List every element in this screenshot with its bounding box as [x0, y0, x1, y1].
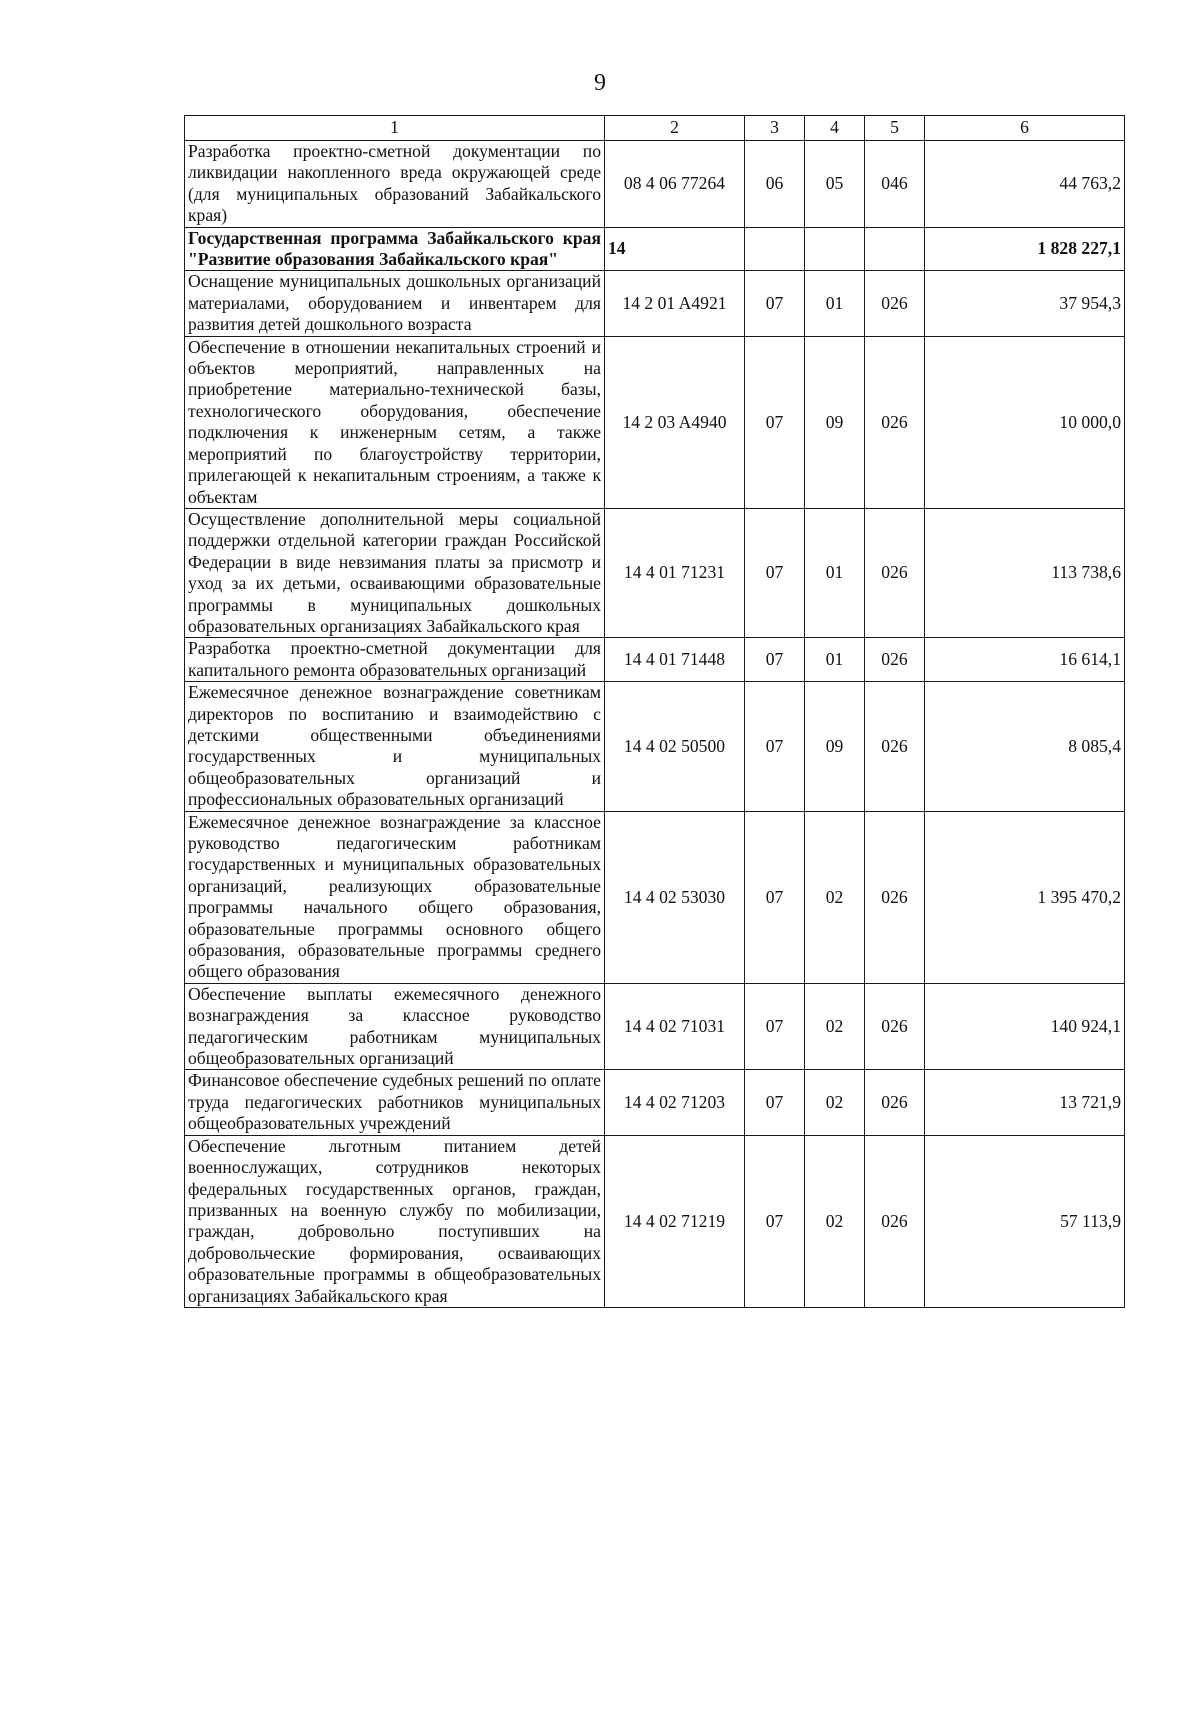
header-cell-1: 1: [185, 116, 605, 141]
page-number: 9: [594, 70, 606, 96]
row-code-cell: 14 4 01 71448: [605, 638, 745, 682]
row-amount-cell: 37 954,3: [925, 271, 1125, 336]
row-expense-type-cell: 026: [865, 1135, 925, 1307]
table-row: [185, 682, 1125, 811]
row-code-cell: 14: [605, 227, 745, 271]
row-name-cell: Обеспечение в отношении некапитальных строений и объектов мероприятий, направленных на приобретение материально-технической базы, технологического оборудования, обеспечение подключения к инженерным сетям, а также мероприятий по благоустройству территории, прилегающей к некапитальным строениям, а также к объектам: [185, 336, 605, 508]
row-code-cell: 14 4 02 71203: [605, 1070, 745, 1135]
row-subsection-cell: 02: [805, 983, 865, 1070]
row-expense-type-cell: 026: [865, 983, 925, 1070]
table-row: [185, 271, 1125, 336]
row-name-cell: Разработка проектно-сметной документации для капитального ремонта образовательных организаций: [185, 638, 605, 682]
row-subsection-cell: 01: [805, 271, 865, 336]
row-subsection-cell: 01: [805, 638, 865, 682]
row-subsection-cell: 02: [805, 1070, 865, 1135]
header-cell-2: 2: [605, 116, 745, 141]
row-subsection-cell: 02: [805, 1135, 865, 1307]
row-amount-cell: 1 828 227,1: [925, 227, 1125, 271]
row-amount-cell: 13 721,9: [925, 1070, 1125, 1135]
table-row: [185, 508, 1125, 637]
row-subsection-cell: 05: [805, 141, 865, 228]
table-row: [185, 227, 1125, 271]
row-name-cell: Ежемесячное денежное вознаграждение советникам директоров по воспитанию и взаимодействию с детскими общественными объединениями государственных и муниципальных общеобразовательных организаций и профессиональных образовательных организаций: [185, 682, 605, 811]
row-code-cell: 14 4 02 71031: [605, 983, 745, 1070]
row-subsection-cell: 09: [805, 682, 865, 811]
table-row: [185, 811, 1125, 983]
row-name-cell: Обеспечение выплаты ежемесячного денежного вознаграждения за классное руководство педагогическим работникам муниципальных общеобразовательных организаций: [185, 983, 605, 1070]
row-expense-type-cell: 026: [865, 682, 925, 811]
header-cell-4: 4: [805, 116, 865, 141]
table-row: [185, 336, 1125, 508]
table-row: [185, 1135, 1125, 1307]
row-section-cell: 07: [745, 638, 805, 682]
row-expense-type-cell: 026: [865, 336, 925, 508]
header-cell-3: 3: [745, 116, 805, 141]
row-amount-cell: 8 085,4: [925, 682, 1125, 811]
row-code-cell: 14 4 02 50500: [605, 682, 745, 811]
table-row: [185, 983, 1125, 1070]
row-section-cell: 07: [745, 508, 805, 637]
row-subsection-cell: 01: [805, 508, 865, 637]
row-code-cell: 14 4 01 71231: [605, 508, 745, 637]
row-section-cell: 07: [745, 336, 805, 508]
row-subsection-cell: 02: [805, 811, 865, 983]
row-amount-cell: 140 924,1: [925, 983, 1125, 1070]
row-section-cell: 07: [745, 271, 805, 336]
row-expense-type-cell: [865, 227, 925, 271]
row-name-cell: Обеспечение льготным питанием детей военнослужащих, сотрудников некоторых федеральных государственных органов, граждан, призванных на военную службу по мобилизации, граждан, добровольно поступивших на добровольческие формирования, осваивающих образовательные программы в общеобразовательных организациях Забайкальского края: [185, 1135, 605, 1307]
row-section-cell: 07: [745, 682, 805, 811]
row-name-cell: Разработка проектно-сметной документации по ликвидации накопленного вреда окружающей среде (для муниципальных образований Забайкальского края): [185, 141, 605, 228]
header-cell-5: 5: [865, 116, 925, 141]
row-code-cell: 14 2 03 A4940: [605, 336, 745, 508]
row-section-cell: 07: [745, 1070, 805, 1135]
row-name-cell: Ежемесячное денежное вознаграждение за классное руководство педагогическим работникам государственных и муниципальных образовательных организаций, реализующих образовательные программы начального общего образования, образовательные программы основного общего образования, образовательные программы среднего общего образования: [185, 811, 605, 983]
row-subsection-cell: [805, 227, 865, 271]
row-code-cell: 08 4 06 77264: [605, 141, 745, 228]
row-name-cell: Осуществление дополнительной меры социальной поддержки отдельной категории граждан Российской Федерации в виде невзимания платы за присмотр и уход за их детьми, осваивающими образовательные программы в муниципальных дошкольных образовательных организациях Забайкальского края: [185, 508, 605, 637]
row-section-cell: 07: [745, 983, 805, 1070]
budget-table: [184, 115, 1125, 1308]
header-row: [185, 116, 1125, 141]
row-expense-type-cell: 026: [865, 638, 925, 682]
row-section-cell: 06: [745, 141, 805, 228]
row-expense-type-cell: 026: [865, 811, 925, 983]
table-body: [185, 116, 1125, 1308]
row-expense-type-cell: 026: [865, 508, 925, 637]
row-code-cell: 14 4 02 71219: [605, 1135, 745, 1307]
table-row: [185, 638, 1125, 682]
row-name-cell: Государственная программа Забайкальского края "Развитие образования Забайкальского края": [185, 227, 605, 271]
table-row: [185, 141, 1125, 228]
row-amount-cell: 10 000,0: [925, 336, 1125, 508]
row-amount-cell: 1 395 470,2: [925, 811, 1125, 983]
row-expense-type-cell: 026: [865, 271, 925, 336]
header-cell-6: 6: [925, 116, 1125, 141]
row-amount-cell: 16 614,1: [925, 638, 1125, 682]
row-name-cell: Финансовое обеспечение судебных решений по оплате труда педагогических работников муниципальных общеобразовательных учреждений: [185, 1070, 605, 1135]
row-amount-cell: 57 113,9: [925, 1135, 1125, 1307]
row-expense-type-cell: 026: [865, 1070, 925, 1135]
row-subsection-cell: 09: [805, 336, 865, 508]
row-section-cell: 07: [745, 1135, 805, 1307]
row-expense-type-cell: 046: [865, 141, 925, 228]
row-code-cell: 14 4 02 53030: [605, 811, 745, 983]
row-code-cell: 14 2 01 A4921: [605, 271, 745, 336]
table-row: [185, 1070, 1125, 1135]
row-section-cell: [745, 227, 805, 271]
row-name-cell: Оснащение муниципальных дошкольных организаций материалами, оборудованием и инвентарем для развития детей дошкольного возраста: [185, 271, 605, 336]
row-amount-cell: 113 738,6: [925, 508, 1125, 637]
row-section-cell: 07: [745, 811, 805, 983]
row-amount-cell: 44 763,2: [925, 141, 1125, 228]
